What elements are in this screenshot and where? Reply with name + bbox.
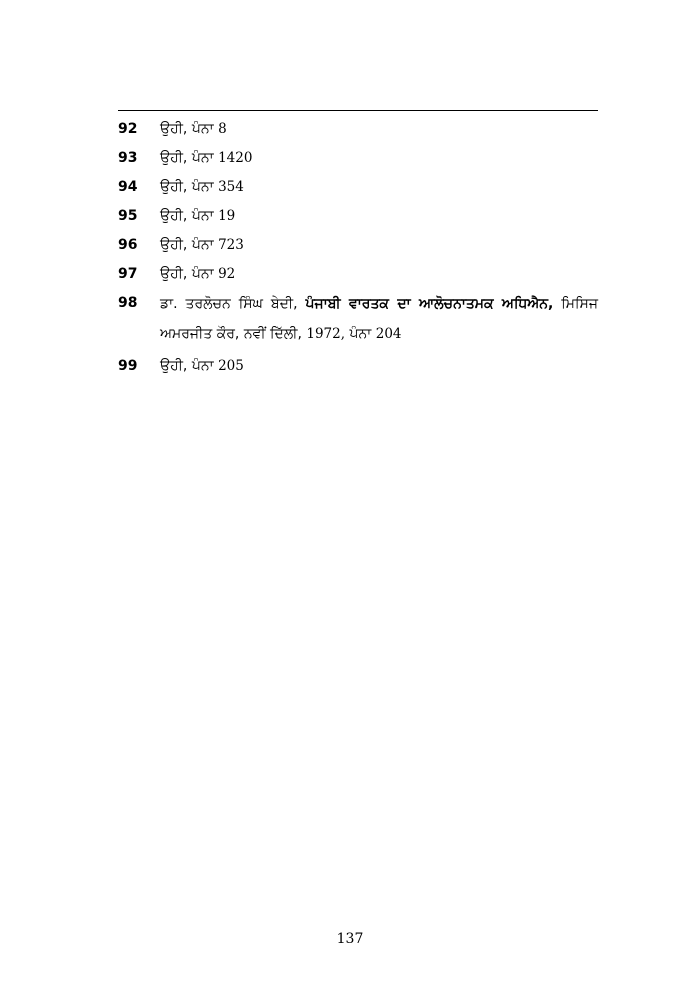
footnote-page: 1420	[218, 150, 253, 166]
footnote-item	[118, 355, 598, 378]
footnote-page: 205	[218, 358, 244, 374]
footnote-citation: ਉਹੀ, ਪੰਨਾ	[160, 150, 214, 166]
footnote-number: 95	[118, 208, 138, 224]
footnote-citation: ਉਹੀ, ਪੰਨਾ	[160, 358, 214, 374]
footnote-citation: ਉਹੀ, ਪੰਨਾ	[160, 121, 214, 137]
footnote-item	[118, 176, 598, 199]
footnote-item	[118, 205, 598, 228]
footnote-page: 92	[218, 266, 236, 282]
footnote-item	[118, 263, 598, 286]
footnote-citation: ਉਹੀ, ਪੰਨਾ	[160, 237, 214, 253]
footnote-publisher: ਮਿਸਿਜ ਅਮਰਜੀਤ ਕੌਰ, ਨਵੀਂ ਦਿੱਲੀ,	[160, 296, 598, 342]
footnote-page: 354	[218, 179, 244, 195]
footnote-page: 19	[218, 208, 236, 224]
footnote-number: 99	[118, 358, 138, 374]
footnote-text	[160, 176, 598, 199]
footnote-page-label: ਪੰਨਾ	[349, 326, 372, 342]
footnote-text	[160, 263, 598, 286]
footnote-citation: ਉਹੀ, ਪੰਨਾ	[160, 179, 214, 195]
footnote-text	[160, 118, 598, 141]
footnote-number: 97	[118, 266, 138, 282]
footnote-text	[160, 355, 598, 378]
footnotes-list	[118, 118, 598, 384]
footnote-year: 1972,	[306, 326, 346, 342]
footnote-number: 93	[118, 150, 138, 166]
footnote-item	[118, 292, 598, 349]
footnote-text	[160, 147, 598, 170]
footnote-citation: ਉਹੀ, ਪੰਨਾ	[160, 208, 214, 224]
footnote-text	[160, 205, 598, 228]
footnote-item	[118, 234, 598, 257]
footnote-item	[118, 147, 598, 170]
footnote-citation: ਉਹੀ, ਪੰਨਾ	[160, 266, 214, 282]
footnote-separator-rule	[118, 110, 598, 111]
footnote-author: ਡਾ. ਤਰਲੋਚਨ ਸਿੰਘ ਬੇਦੀ,	[160, 296, 298, 312]
footnote-item	[118, 118, 598, 141]
footnote-number: 98	[118, 295, 138, 311]
footnote-text	[160, 289, 598, 349]
footnote-number: 96	[118, 237, 138, 253]
footnote-book-title: ਪੰਜਾਬੀ ਵਾਰਤਕ ਦਾ ਆਲੋਚਨਾਤਮਕ ਅਧਿਐਨ,	[305, 296, 554, 312]
footnote-page: 723	[218, 237, 244, 253]
footnote-number: 92	[118, 121, 138, 137]
footnote-text	[160, 234, 598, 257]
page-number: 137	[336, 931, 364, 947]
footnote-number: 94	[118, 179, 138, 195]
footnote-page: 8	[218, 121, 227, 137]
footnote-page: 204	[375, 326, 402, 342]
